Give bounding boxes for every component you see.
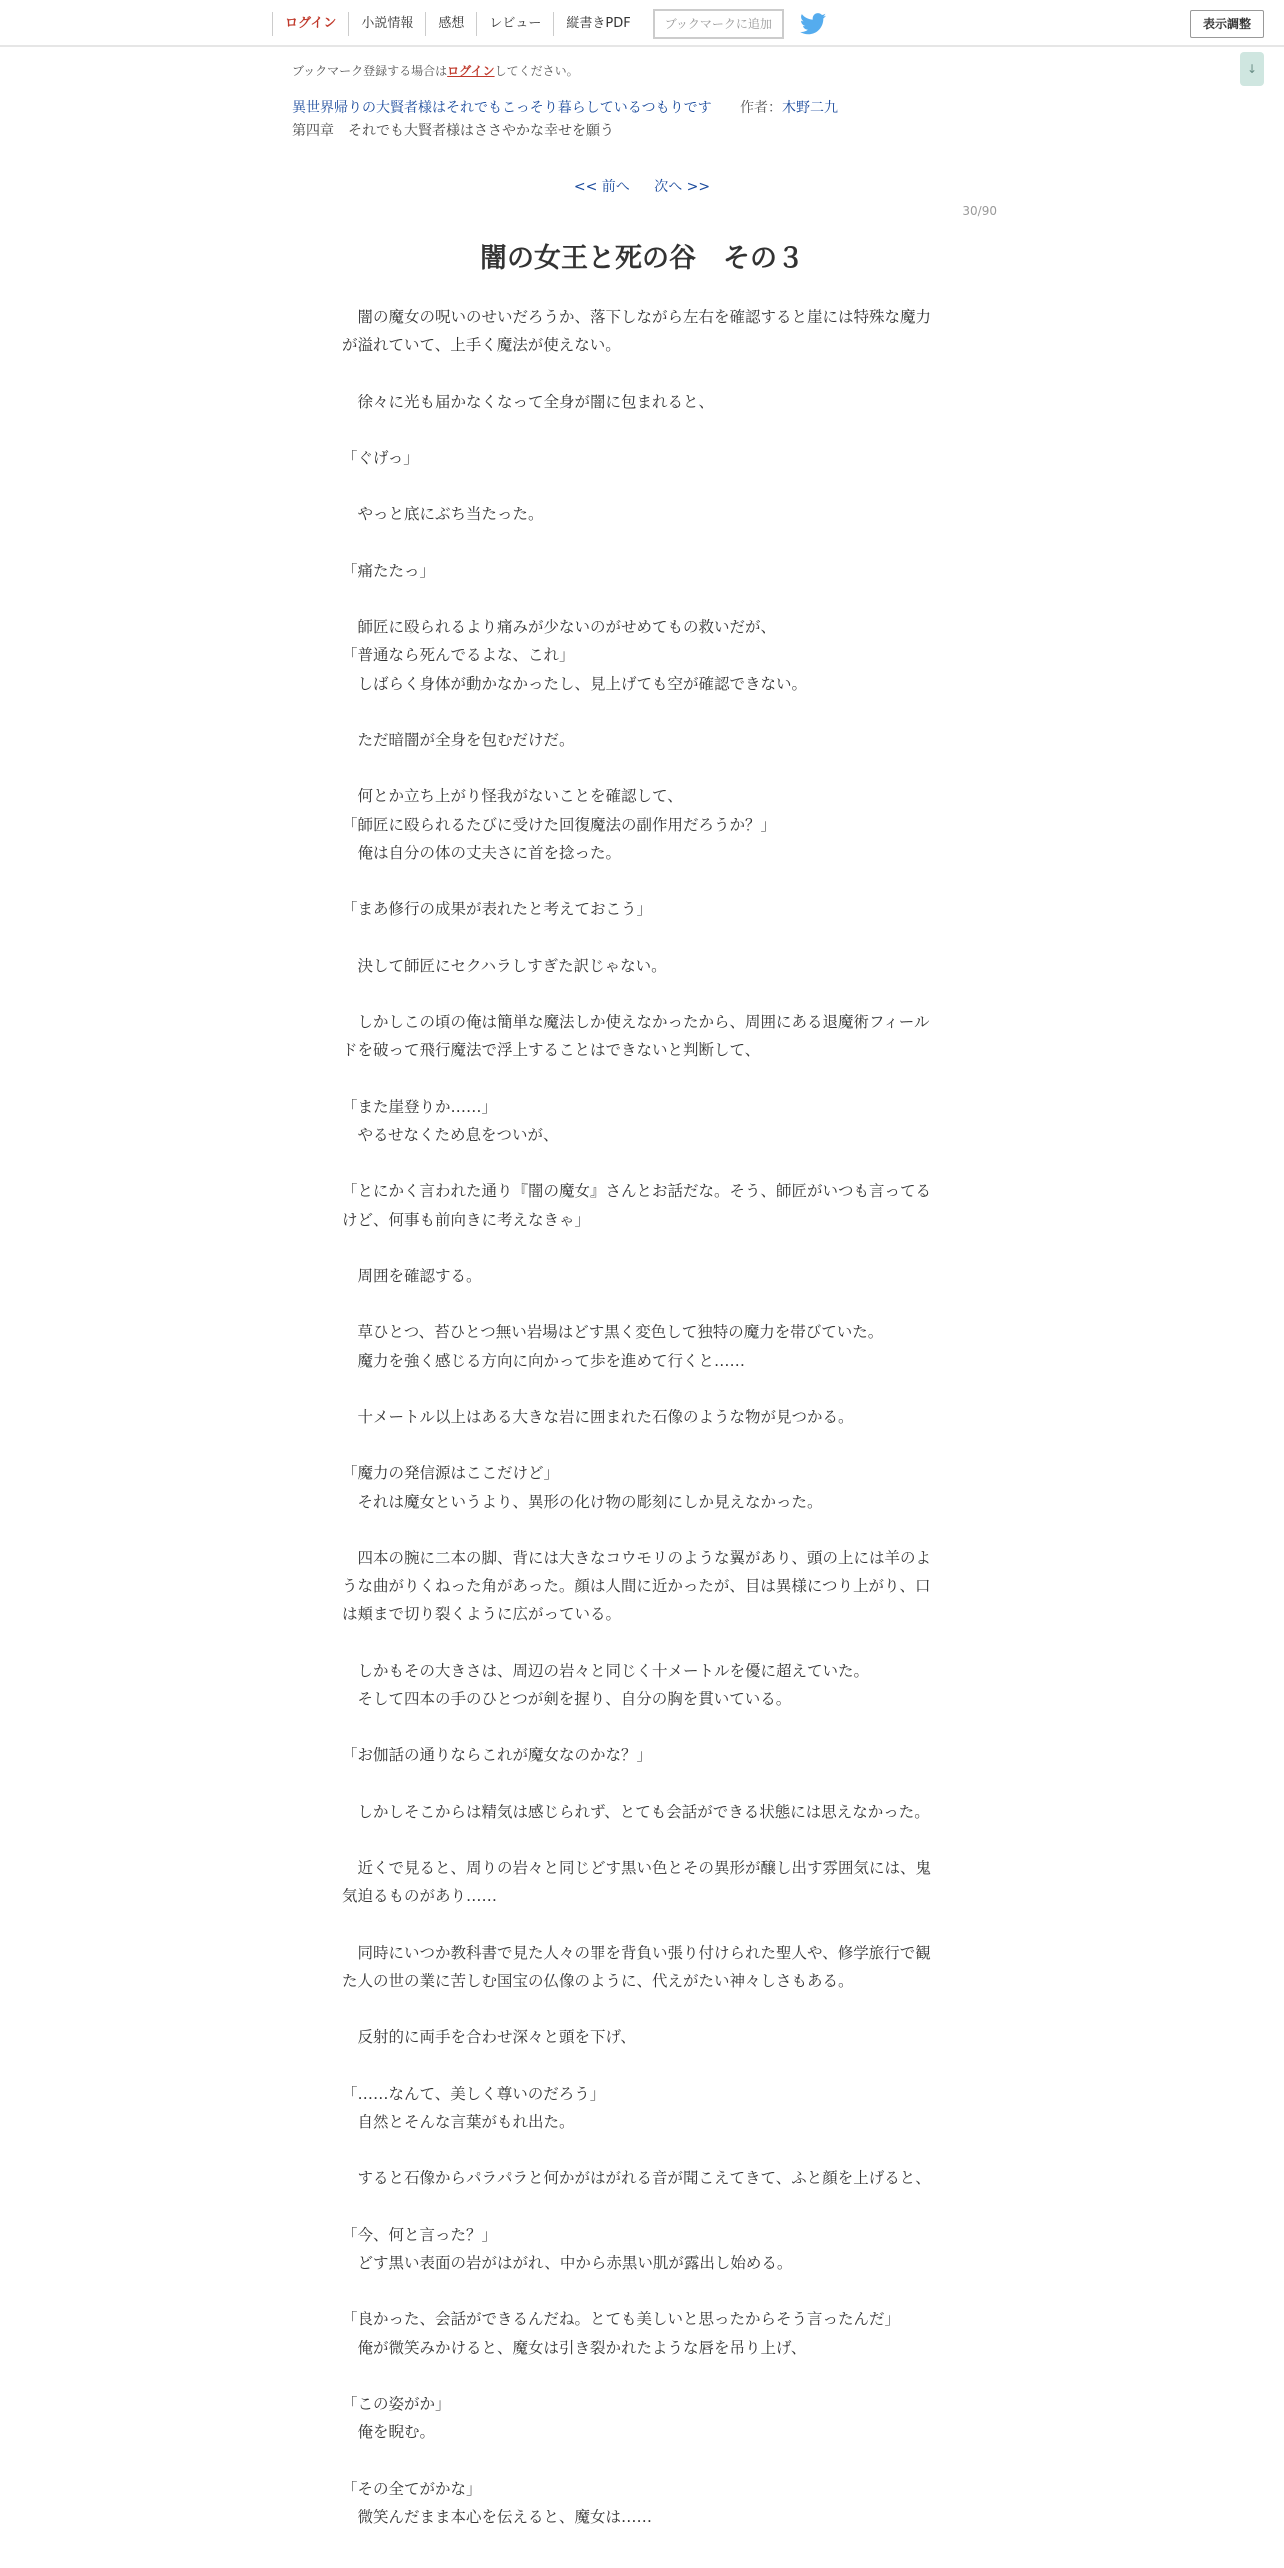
novel-title-line	[292, 97, 838, 117]
bookmark-login-notice	[292, 62, 579, 79]
nav-novel-info-link[interactable]: 小説情報	[348, 12, 425, 36]
nav-vertical-pdf-link[interactable]: 縦書きPDF	[553, 12, 642, 36]
next-episode-link[interactable]: 次へ >>	[654, 179, 711, 195]
episode-title: 闇の女王と死の谷 その３	[480, 243, 804, 274]
add-bookmark-button[interactable]: ブックマークに追加	[653, 9, 784, 39]
notice-login-link[interactable]: ログイン	[447, 64, 495, 78]
display-settings-button[interactable]: 表示調整	[1190, 10, 1264, 38]
prev-episode-link[interactable]: << 前へ	[573, 179, 630, 195]
scroll-down-tab[interactable]	[1240, 52, 1264, 86]
notice-suffix: してください。	[494, 64, 579, 78]
nav-review-link[interactable]: レビュー	[476, 12, 553, 36]
nav-login-link[interactable]: ログイン	[272, 12, 348, 36]
author-link[interactable]: 木野二九	[782, 100, 839, 116]
nav-impressions-link[interactable]: 感想	[425, 12, 476, 36]
top-navigation-bar	[0, 0, 1284, 47]
episode-pager	[0, 176, 1284, 196]
chapter-title: 第四章 それでも大賢者様はささやかな幸せを願う	[292, 123, 614, 139]
main-nav	[272, 0, 826, 47]
novel-title-link[interactable]: 異世界帰りの大賢者様はそれでもこっそり暮らしているつもりです	[292, 100, 712, 116]
notice-prefix: ブックマーク登録する場合は	[292, 64, 448, 78]
episode-count: 30/90	[962, 204, 997, 218]
twitter-share-button[interactable]	[800, 11, 826, 37]
arrow-down-icon: ↓	[1246, 62, 1258, 76]
twitter-bird-icon	[800, 13, 826, 35]
author-label: 作者：	[740, 100, 783, 116]
episode-body-text: 闇の魔女の呪いのせいだろうか、落下しながら左右を確認すると崖には特殊な魔力が溢れていて、上手く魔法が使えない。 徐々に光も届かなくなって全身が闇に包まれると、 「ぐげっ」 やっと底にぶち当たった。 「痛たたっ」 師匠に殴られるより痛みが少ないのがせめてもの救いだが、 「普通なら死んでるよな、これ」 しばらく身体が動かなかったし、見上げても空が確認できない。 ただ暗闇が全身を包むだけだ。 何とか立ち上がり怪我がないことを確認して、 「師匠に殴られるたびに受けた回復魔法の副作用だろうか？」 俺は自分の体の丈夫さに首を捻った。 「まあ修行の成果が表れたと考えておこう」 決して師匠にセクハラしすぎた訳じゃない。 しかしこの頃の俺は簡単な魔法しか使えなかったから、周囲にある退魔術フィールドを破って飛行魔法で浮上することはできないと判断して、 「また崖登りか……」 やるせなくため息をついが、 「とにかく言われた通り『闇の魔女』さんとお話だな。そう、師匠がいつも言ってるけど、何事も前向きに考えなきゃ」 周囲を確認する。 草ひとつ、苔ひとつ無い岩場はどす黒く変色して独特の魔力を帯びていた。 魔力を強く感じる方向に向かって歩を進めて行くと…… 十メートル以上はある大きな岩に囲まれた石像のような物が見つかる。 「魔力の発信源はここだけど」 それは魔女というより、異形の化け物の彫刻にしか見えなかった。 四本の腕に二本の脚、背には大きなコウモリのような翼があり、頭の上には羊のような曲がりくねった角があった。顔は人間に近かったが、目は異様につり上がり、口は頬まで切り裂くように広がっている。 しかもその大きさは、周辺の岩々と同じく十メートルを優に超えていた。 そして四本の手のひとつが剣を握り、自分の胸を貫いている。 「お伽話の通りならこれが魔女なのかな？」 しかしそこからは精気は感じられず、とても会話ができる状態には思えなかった。 近くで見ると、周りの岩々と同じどす黒い色とその異形が醸し出す雰囲気には、鬼気迫るものがあり…… 同時にいつか教科書で見た人々の罪を背負い張り付けられた聖人や、修学旅行で観た人の世の業に苦しむ国宝の仏像のように、代えがたい神々しさもある。 反射的に両手を合わせ深々と頭を下げ、 「……なんて、美しく尊いのだろう」 自然とそんな言葉がもれ出た。 すると石像からパラパラと何かがはがれる音が聞こえてきて、ふと顔を上げると、 「今、何と言った？」 どす黒い表面の岩がはがれ、中から赤黒い肌が露出し始める。 「良かった、会話ができるんだね。とても美しいと思ったからそう言ったんだ」 俺が微笑みかけると、魔女は引き裂かれたような唇を吊り上げ、 「この姿がか」 俺を睨む。 「その全てがかな」 微笑んだまま本心を伝えると、魔女は……	[342, 308, 932, 2526]
